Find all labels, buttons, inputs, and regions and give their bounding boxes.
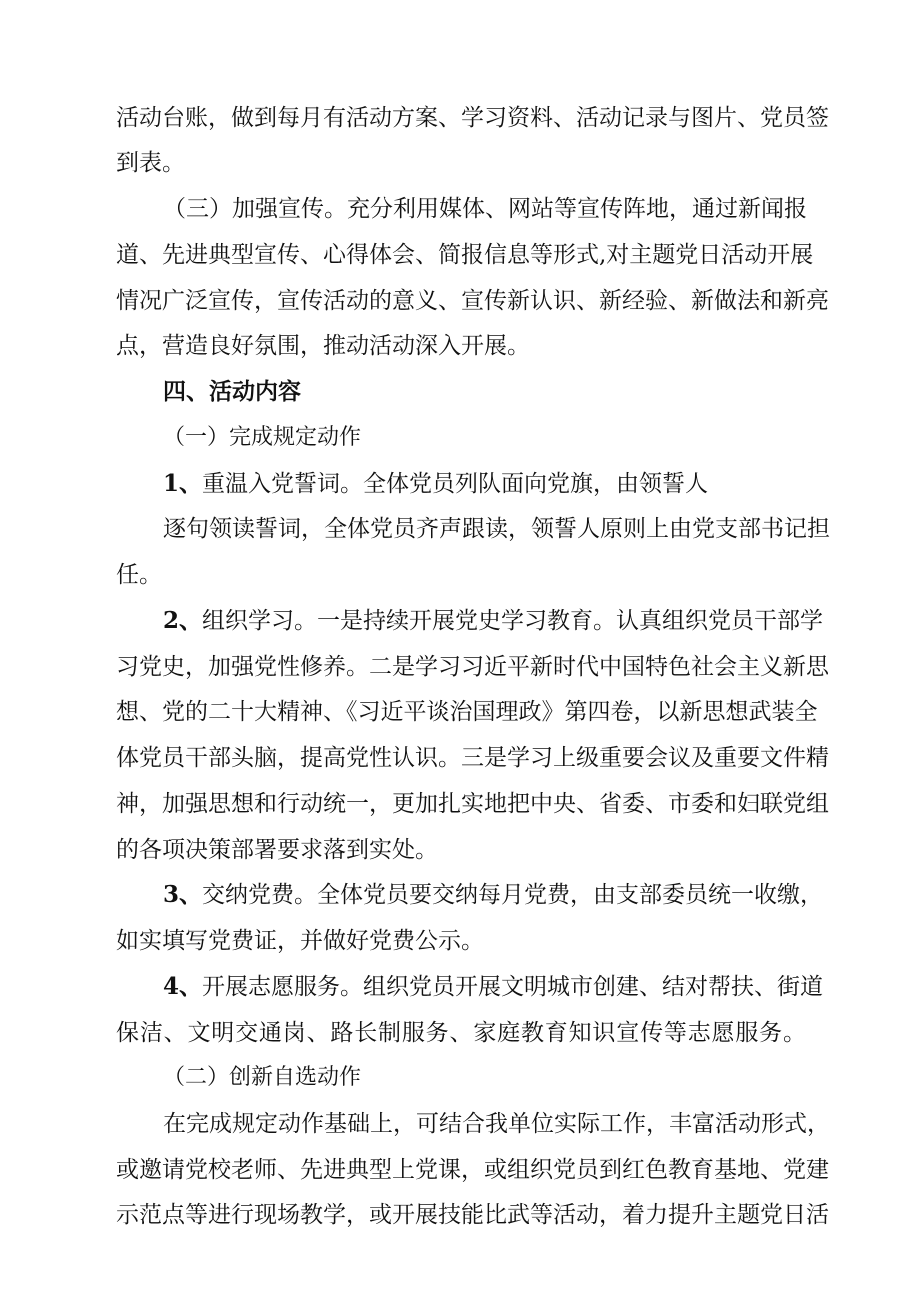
body-line: 神，加强思想和行动统一，更加扎实地把中央、省委、市委和妇联党组 (116, 791, 829, 817)
body-line: （三）加强宣传。充分利用媒体、网站等宣传阵地，通过新闻报 (163, 196, 807, 222)
list-item-first-line (163, 880, 824, 910)
section-heading: 四、活动内容 (163, 379, 301, 405)
body-line: 道、先进典型宣传、心得体会、简报信息等形式,对主题党日活动开展 (116, 242, 814, 268)
list-item-first-line (163, 972, 824, 1002)
subsection-heading: （一）完成规定动作 (163, 425, 362, 450)
body-line: 体党员干部头脑，提高党性认识。三是学习上级重要会议及重要文件精 (116, 745, 829, 771)
body-line: 情况广泛宣传，宣传活动的意义、宣传新认识、新经验、新做法和新亮 (116, 288, 829, 314)
list-item-first-line (163, 469, 708, 499)
list-item-first-line (163, 606, 824, 636)
item-text: 重温入党誓词。全体党员列队面向党旗，由领誓人 (202, 471, 709, 497)
item-number: 2、 (163, 607, 203, 634)
body-line: 活动台账，做到每月有活动方案、学习资料、活动记录与图片、党员签 (116, 105, 829, 131)
item-number: 1、 (163, 470, 203, 497)
item-number: 4、 (163, 973, 203, 1000)
body-line: 想、党的二十大精神、《习近平谈治国理政》第四卷，以新思想武装全 (116, 699, 818, 725)
body-line: 示范点等进行现场教学，或开展技能比武等活动，着力提升主题党日活 (116, 1202, 829, 1228)
body-line: 逐句领读誓词，全体党员齐声跟读，领誓人原则上由党支部书记担 (163, 516, 830, 542)
item-number: 3、 (163, 881, 203, 908)
body-line: 的各项决策部署要求落到实处。 (116, 837, 438, 863)
body-line: 到表。 (116, 150, 185, 176)
body-line: 习党史，加强党性修养。二是学习习近平新时代中国特色社会主义新思 (116, 654, 829, 680)
body-line: 保洁、文明交通岗、路长制服务、家庭教育知识宣传等志愿服务。 (116, 1020, 806, 1046)
item-text: 开展志愿服务。组织党员开展文明城市创建、结对帮扶、街道 (202, 974, 824, 1000)
body-line: 或邀请党校老师、先进典型上党课，或组织党员到红色教育基地、党建 (116, 1157, 829, 1183)
body-line: 点，营造良好氛围，推动活动深入开展。 (116, 333, 530, 359)
subsection-heading: （二）创新自选动作 (163, 1065, 362, 1090)
body-line: 任。 (116, 562, 162, 588)
item-text: 组织学习。一是持续开展党史学习教育。认真组织党员干部学 (202, 608, 824, 634)
item-text: 交纳党费。全体党员要交纳每月党费，由支部委员统一收缴， (202, 882, 824, 908)
body-line: 在完成规定动作基础上，可结合我单位实际工作，丰富活动形式， (163, 1111, 830, 1137)
body-line: 如实填写党费证，并做好党费公示。 (116, 928, 484, 954)
